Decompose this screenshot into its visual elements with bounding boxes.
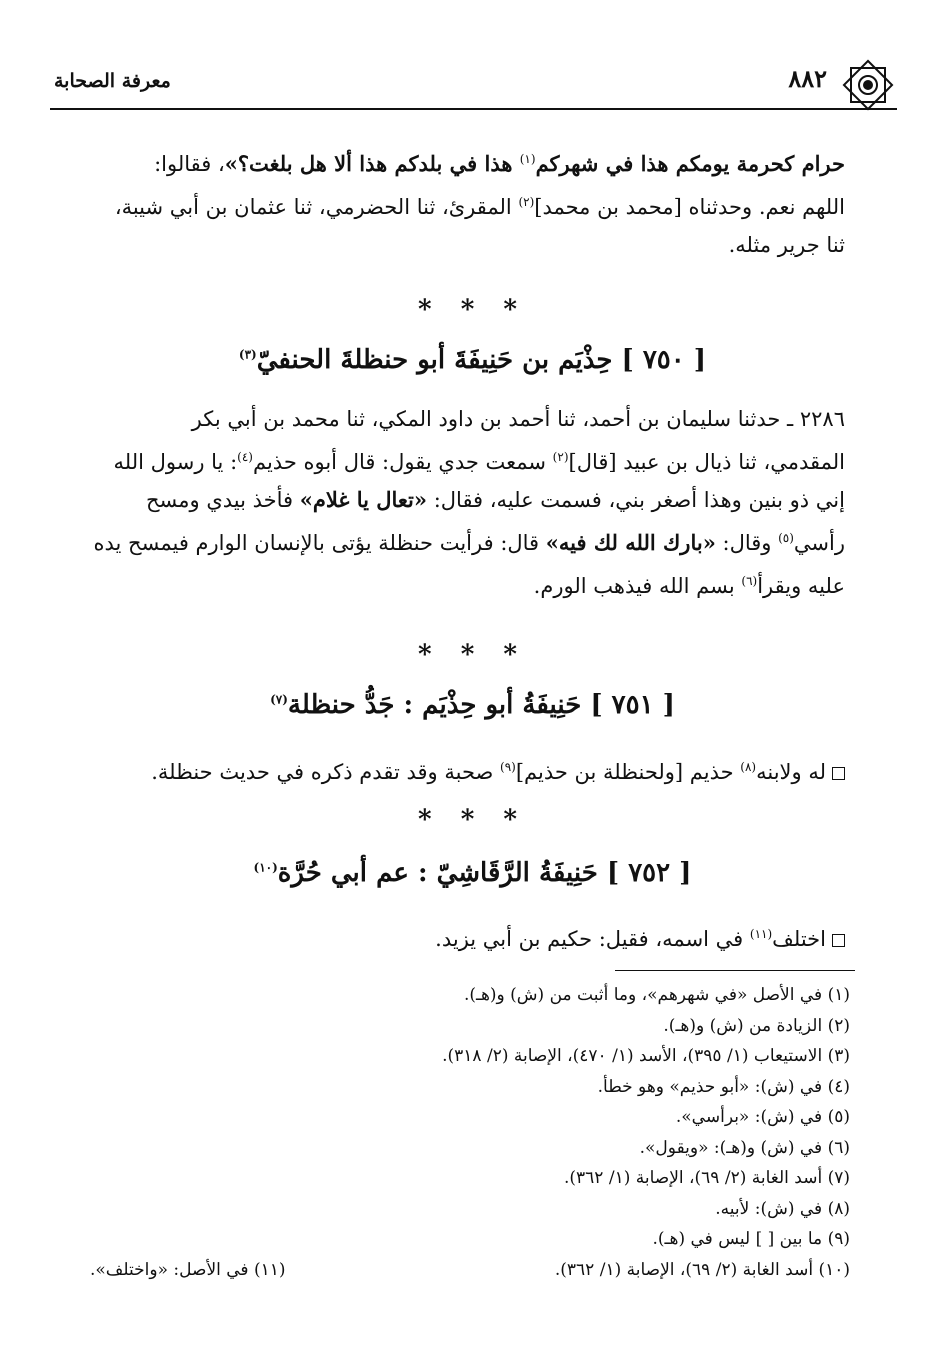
entry-752-heading — [60, 858, 885, 888]
footnote-ref: (٢) — [552, 450, 569, 464]
intro-text: المقرئ، ثنا الحضرمي، ثنا عثمان بن أبي شيبة، — [114, 195, 519, 219]
footnote-10: (١٠) أسد الغابة (٢/ ٦٩)، الإصابة (١/ ٣٦٢). — [554, 1259, 850, 1280]
footnote-1: (١) في الأصل «في شهرهم»، وما أثبت من (ش) و(هـ). — [463, 985, 850, 1005]
page-number: ٨٨٢ — [788, 64, 827, 93]
intro-bold-1: حرام كحرمة يومكم هذا في شهركم — [535, 151, 845, 176]
body-text: المقدمي، ثنا ذيال بن عبيد [قال] — [568, 450, 845, 474]
entry-heading-text: [ ٧٥٠ ] حِذْيَم بن حَنِيفَةَ أبو حنظلةَ الحنفيّ — [256, 345, 707, 375]
entry-750-line-1: ٢٢٨٦ ـ حدثنا سليمان بن أحمد، ثنا أحمد بن داود المكي، ثنا محمد بن أبي بكر — [191, 407, 845, 431]
body-text: : يا رسول الله — [113, 450, 238, 474]
body-text: بسم الله فيذهب الورم. — [533, 574, 742, 598]
entry-750-line-4 — [80, 519, 845, 562]
entry-750-line-5 — [80, 562, 845, 605]
entry-752-paragraph — [80, 915, 845, 958]
entry-751-paragraph — [80, 748, 845, 791]
body-text: فأخذ بيدي ومسح — [145, 488, 300, 512]
body-text: رأسي — [793, 531, 845, 555]
entry-750-line-3 — [80, 481, 845, 519]
footnote-ref: (١٠) — [253, 860, 278, 875]
intro-text: ، فقالوا: — [154, 152, 225, 176]
footnote-2: (٢) الزيادة من (ش) و(هـ). — [663, 1015, 850, 1036]
body-text: له ولابنه — [756, 760, 826, 784]
body-text: وقال: — [715, 531, 779, 555]
separator-stars: * * * — [418, 295, 527, 325]
footnote-ref: (٩) — [500, 760, 516, 774]
intro-text: اللهم نعم. وحدثناه [محمد بن محمد] — [534, 195, 845, 219]
ornament-icon — [839, 56, 897, 114]
footnote-ref: (٦) — [741, 574, 758, 588]
footnote-8: (٨) في (ش): لأبيه. — [715, 1198, 850, 1219]
intro-line-1 — [80, 140, 845, 183]
footnote-7: (٧) أسد الغابة (٢/ ٦٩)، الإصابة (١/ ٣٦٢). — [563, 1168, 850, 1188]
footnote-ref: (٨) — [740, 760, 757, 774]
footnote-ref: (٣) — [238, 347, 257, 362]
hadith-quote: «بارك الله لك فيه» — [545, 530, 716, 555]
intro-bold-2: هذا في بلدكم هذا ألا هل بلغت؟» — [224, 151, 520, 176]
entry-750-paragraph — [80, 400, 845, 605]
book-title: معرفة الصحابة — [54, 70, 171, 92]
body-text: إني ذو بنين وهذا أصغر بني، فسمت عليه، فقال: — [427, 488, 845, 512]
footnote-11: (١١) في الأصل: «واختلف». — [90, 1259, 286, 1280]
footnote-3: (٣) الاستيعاب (١/ ٣٩٥)، الأسد (١/ ٤٧٠)، الإصابة (٢/ ٣١٨). — [442, 1046, 850, 1066]
body-text: سمعت جدي يقول: قال أبوه حذيم — [252, 450, 553, 474]
entry-752-line — [80, 915, 845, 958]
entry-heading-text: [ ٧٥١ ] حَنِيفَةُ أبو حِذْيَم : جَدُّ حنظلة — [287, 690, 675, 720]
footnotes — [90, 980, 850, 1285]
footnote-ref: (١١) — [749, 927, 773, 941]
footnote-ref: (٢) — [518, 195, 535, 209]
square-bullet-icon — [832, 767, 845, 780]
body-text: اختلف — [772, 927, 826, 951]
intro-line-2 — [80, 183, 845, 226]
footnote-ref: (٤) — [237, 450, 253, 464]
footnote-ref: (٥) — [778, 531, 794, 545]
entry-750-heading — [60, 345, 885, 375]
footnote-4: (٤) في (ش): «أبو حذيم» وهو خطأ. — [597, 1076, 850, 1097]
footnote-9: (٩) ما بين [ ] ليس في (هـ). — [652, 1229, 850, 1249]
intro-paragraph — [80, 140, 845, 264]
intro-line-3: ثنا جرير مثله. — [728, 233, 845, 257]
footnote-ref: (١) — [519, 152, 536, 166]
body-text: صحبة وقد تقدم ذكره في حديث حنظلة. — [151, 760, 501, 784]
body-text: في اسمه، فقيل: حكيم بن أبي يزيد. — [435, 927, 750, 951]
separator-stars: * * * — [418, 640, 527, 670]
header-rule — [50, 108, 897, 110]
footnote-6: (٦) في (ش) و(هـ): «ويقول». — [639, 1137, 850, 1158]
body-text: قال: فرأيت حنظلة يؤتى بالإنسان الوارم فيمسح يده — [93, 531, 546, 555]
hadith-quote: «تعال يا غلام» — [299, 487, 428, 512]
footnote-rule — [615, 970, 855, 971]
square-bullet-icon — [832, 934, 845, 947]
footnote-ref: (٧) — [270, 692, 288, 707]
body-text: عليه ويقرأ — [757, 574, 845, 598]
entry-750-line-2 — [80, 438, 845, 481]
entry-heading-text: [ ٧٥٢ ] حَنِيفَةُ الرَّقَاشِيّ : عم أبي حُرَّة — [277, 858, 692, 888]
separator-stars: * * * — [418, 805, 527, 835]
footnote-row-last — [90, 1255, 850, 1286]
entry-751-heading — [60, 690, 885, 720]
entry-751-line — [80, 748, 845, 791]
body-text: حذيم [ولحنظلة بن حذيم] — [515, 760, 741, 784]
footnote-5: (٥) في (ش): «برأسي». — [675, 1107, 850, 1127]
page-header — [50, 60, 897, 112]
